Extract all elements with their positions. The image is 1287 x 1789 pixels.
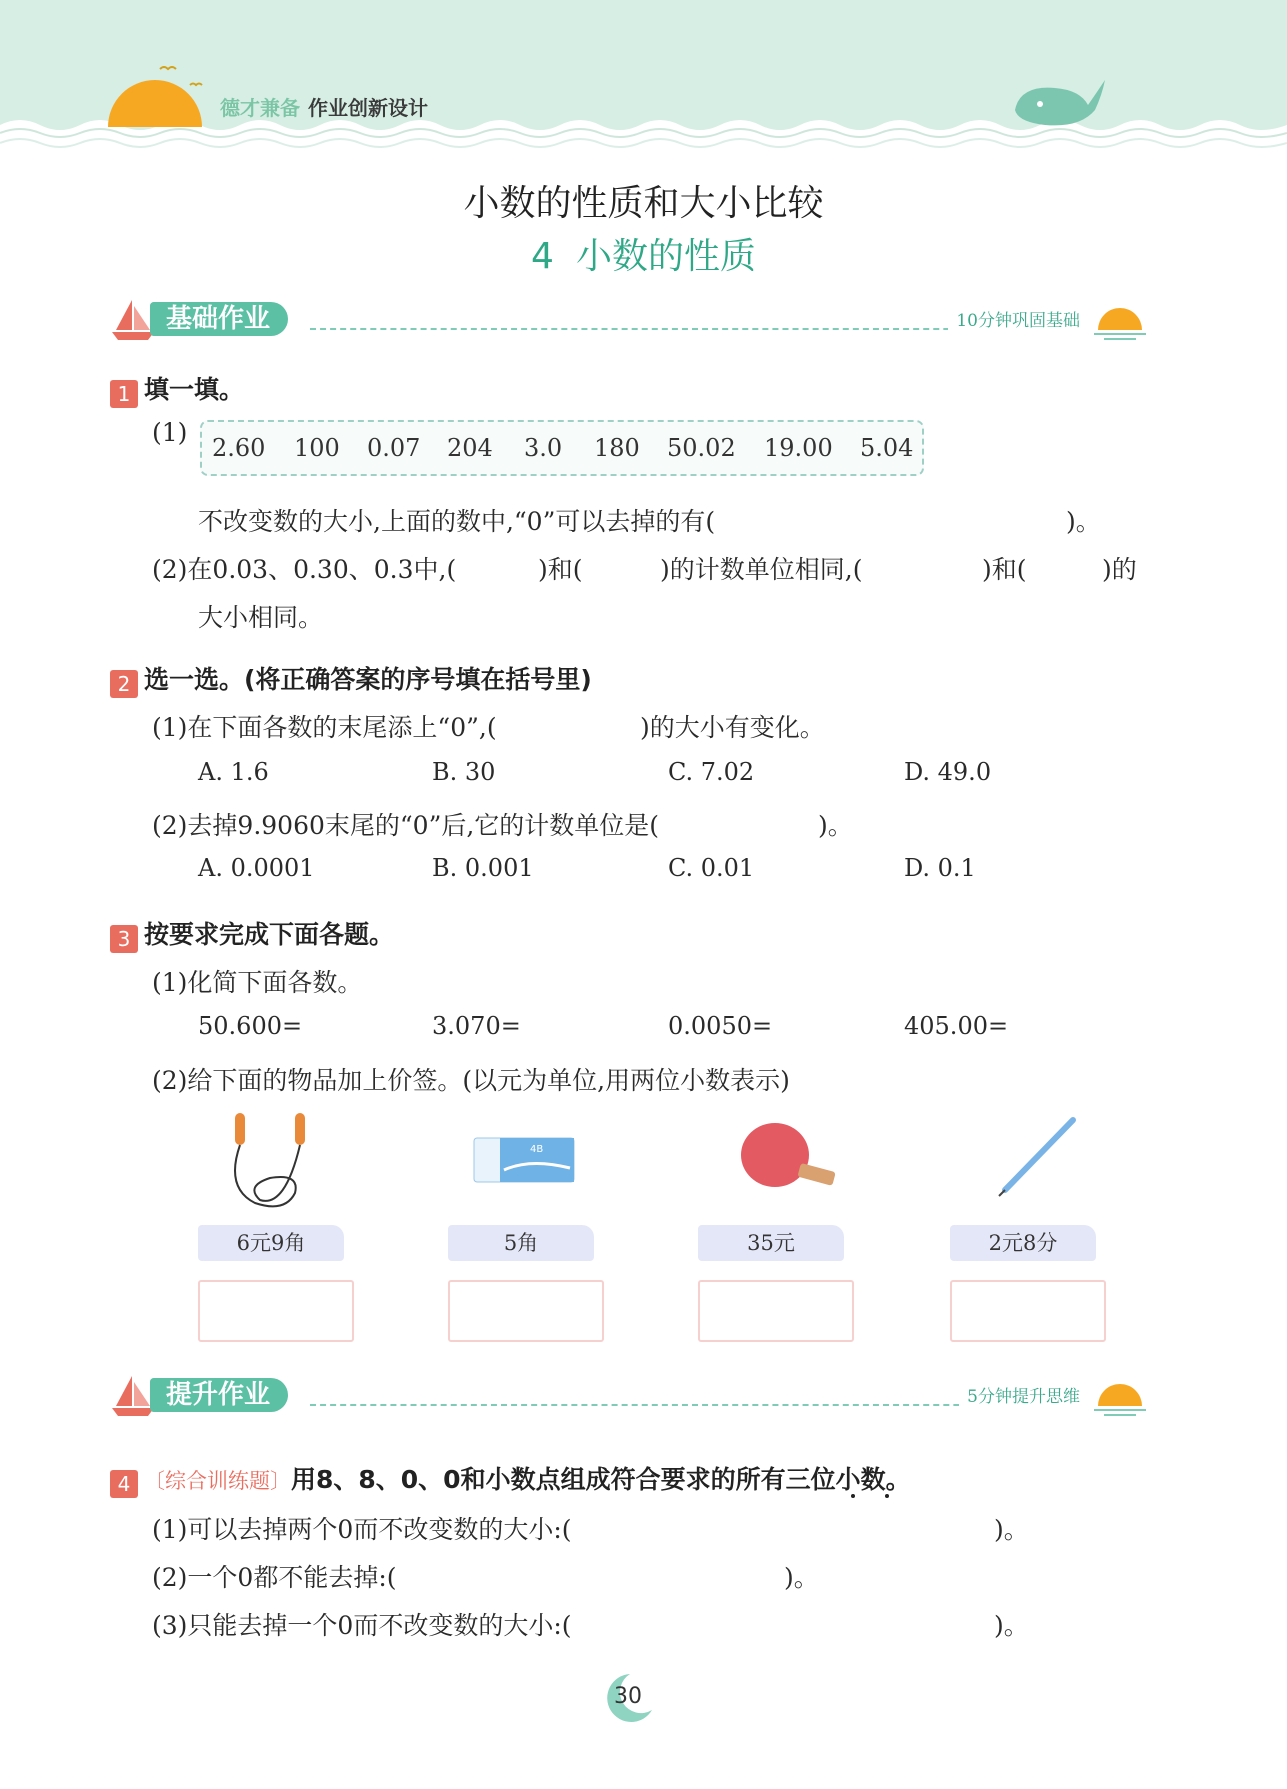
emphasis-dot (851, 1494, 855, 1498)
q4-p2-b: )。 (784, 1563, 819, 1592)
section-basic-label: 基础作业 (150, 302, 288, 336)
section-advanced-label: 提升作业 (150, 1378, 288, 1412)
q2-p2-b: )。 (818, 811, 853, 840)
q3-expr: 50.600= (198, 1012, 303, 1040)
subtitle-text: 小数的性质 (575, 236, 756, 277)
price-tag: 6元9角 (198, 1225, 344, 1261)
small-sun-icon (1090, 1372, 1150, 1418)
q1-title: 填一填。 (144, 375, 245, 404)
brand-title (220, 92, 428, 121)
price-tag: 35元 (698, 1225, 844, 1261)
number-item: 100 (294, 434, 340, 462)
q2-p1-option-c: C. 7.02 (668, 758, 755, 786)
eraser-image (470, 1130, 580, 1190)
number-item: 19.00 (764, 434, 833, 462)
q1-number: 1 (110, 380, 138, 408)
section-basic (110, 296, 1150, 346)
number-item: 204 (447, 434, 493, 462)
q4-p1-b: )。 (994, 1515, 1029, 1544)
q2-p1-a: (1)在下面各数的末尾添上“0”,( (152, 713, 497, 742)
q1-p2-line2: 大小相同。 (198, 603, 324, 632)
page-number (600, 1670, 656, 1726)
number-item: 2.60 (212, 434, 266, 462)
q1-p2-e: )的 (1102, 555, 1137, 584)
number-item: 3.0 (524, 434, 563, 462)
q2-p1-option-b: B. 30 (432, 758, 496, 786)
q2-p1-b: )的大小有变化。 (640, 713, 825, 742)
brand-dark: 作业创新设计 (308, 96, 428, 120)
q2-p2-a: (2)去掉9.9060末尾的“0”后,它的计数单位是( (152, 811, 660, 840)
q1-p2-b: )和( (538, 555, 583, 584)
sun-icon (100, 55, 210, 130)
q3-heading (110, 915, 394, 953)
emphasis-dot (885, 1494, 889, 1498)
q2-p1-option-a: A. 1.6 (198, 758, 269, 786)
q2-p2-option-c: C. 0.01 (668, 854, 755, 882)
q1-p1-close: )。 (1066, 507, 1101, 536)
q2-heading (110, 660, 592, 698)
q4-number: 4 (110, 1470, 138, 1498)
answer-box[interactable] (698, 1280, 854, 1342)
number-box (200, 420, 924, 476)
q1-heading (110, 370, 244, 408)
number-item: 180 (594, 434, 640, 462)
q2-p2-option-a: A. 0.0001 (198, 854, 315, 882)
q4-heading (110, 1460, 911, 1498)
q2-title: 选一选。(将正确答案的序号填在括号里) (144, 665, 592, 694)
jump-rope-image (215, 1108, 325, 1218)
number-item: 5.04 (860, 434, 914, 462)
section-advanced-note: 5分钟提升思维 (959, 1382, 1080, 1407)
q2-p2-option-b: B. 0.001 (432, 854, 534, 882)
q2-p1-option-d: D. 49.0 (904, 758, 992, 786)
q3-p1: (1)化简下面各数。 (152, 968, 363, 997)
q3-expr: 0.0050= (668, 1012, 773, 1040)
q3-expr: 405.00= (904, 1012, 1009, 1040)
q3-p2: (2)给下面的物品加上价签。(以元为单位,用两位小数表示) (152, 1066, 790, 1095)
eraser-mark: 4B (530, 1144, 544, 1155)
answer-box[interactable] (448, 1280, 604, 1342)
q4-p1-a: (1)可以去掉两个0而不改变数的大小:( (152, 1515, 572, 1544)
answer-box[interactable] (950, 1280, 1106, 1342)
q3-expr: 3.070= (432, 1012, 521, 1040)
q1-p2-d: )和( (982, 555, 1027, 584)
price-tag: 5角 (448, 1225, 594, 1261)
small-sun-icon (1090, 296, 1150, 342)
q3-title: 按要求完成下面各题。 (144, 920, 395, 949)
q4-p3-a: (3)只能去掉一个0而不改变数的大小:( (152, 1611, 572, 1640)
q4-title: 用8、8、0、0和小数点组成符合要求的所有三位小数。 (291, 1465, 911, 1494)
number-item: 50.02 (667, 434, 736, 462)
section-basic-note: 10分钟巩固基础 (948, 306, 1080, 331)
price-tag: 2元8分 (950, 1225, 1096, 1261)
q1-p1-label: (1) (152, 418, 188, 447)
q2-p2-option-d: D. 0.1 (904, 854, 976, 882)
q4-hint: 〔综合训练题〕 (144, 1469, 291, 1493)
q1-p1-text: 不改变数的大小,上面的数中,“0”可以去掉的有( (198, 507, 716, 536)
section-advanced (110, 1372, 1150, 1422)
subtitle-number: 4 (531, 236, 554, 277)
number-item: 0.07 (367, 434, 421, 462)
q3-number: 3 (110, 925, 138, 953)
paddle-image (735, 1115, 845, 1205)
page-number-text: 30 (614, 1684, 642, 1709)
q4-p2-a: (2)一个0都不能去掉:( (152, 1563, 397, 1592)
q2-number: 2 (110, 670, 138, 698)
pen-image (995, 1110, 1085, 1200)
answer-box[interactable] (198, 1280, 354, 1342)
q4-p3-b: )。 (994, 1611, 1029, 1640)
brand-colored: 德才兼备 (220, 96, 300, 120)
page-title: 小数的性质和大小比较 (463, 183, 824, 224)
q1-p2-c: )的计数单位相同,( (660, 555, 863, 584)
q1-p2-a: (2)在0.03、0.30、0.3中,( (152, 555, 457, 584)
page-subtitle (0, 228, 1287, 279)
whale-icon (1010, 70, 1110, 130)
